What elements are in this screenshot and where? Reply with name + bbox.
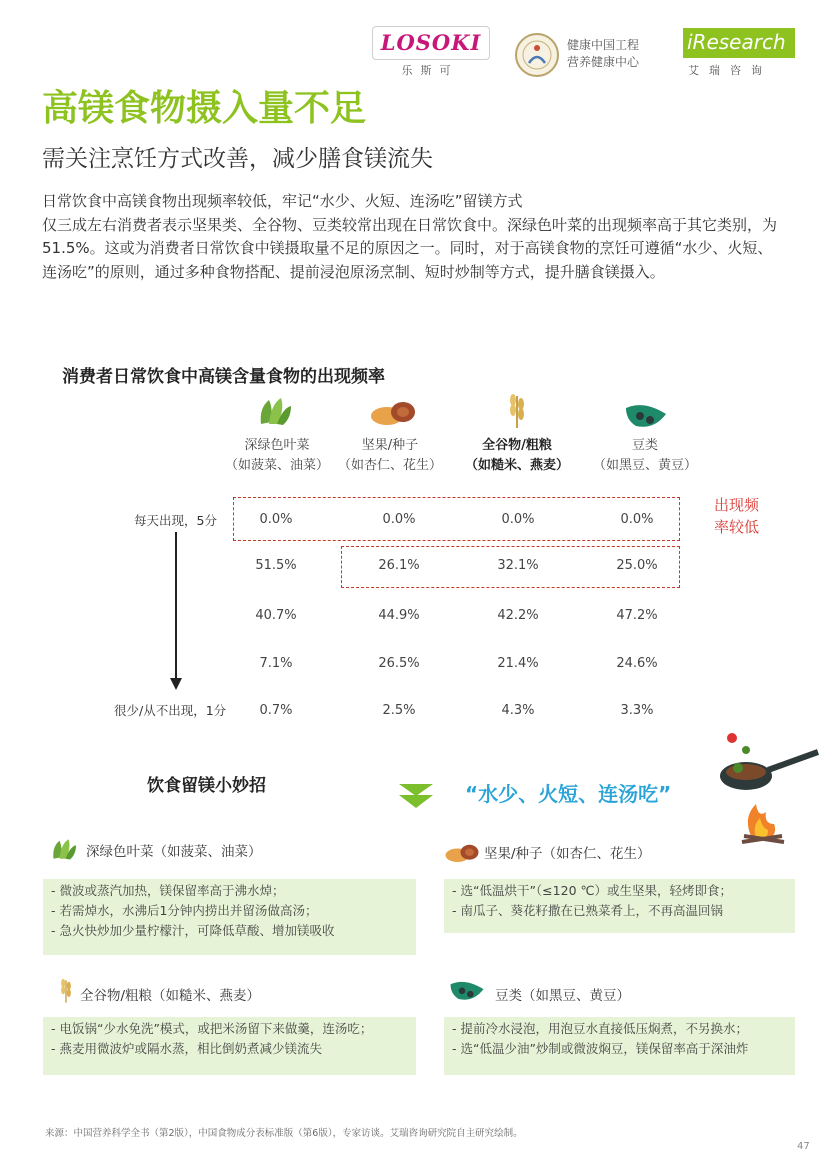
iresearch-logo-text: iResearch — [687, 30, 786, 54]
low-frequency-note — [714, 494, 759, 538]
column-example: （如杏仁、花生） — [337, 458, 442, 473]
tips-title: 饮食留镁小妙招 — [147, 776, 266, 796]
green-down-arrow-icon — [397, 782, 435, 810]
health-center-line1: 健康中国工程 — [567, 38, 640, 52]
iresearch-subtitle: 艾瑞咨询 — [688, 64, 772, 77]
iresearch-logo — [683, 28, 795, 58]
health-center-seal-icon — [515, 33, 559, 77]
nuts-icon — [444, 840, 480, 866]
table-cell: 44.9% — [378, 608, 420, 623]
tip-box-leafy-greens — [43, 879, 416, 955]
table-cell: 0.0% — [382, 512, 416, 527]
column-example: （如黑豆、黄豆） — [592, 458, 697, 473]
table-cell: 32.1% — [497, 558, 539, 573]
slogan: “水少、火短、连汤吃” — [465, 782, 672, 806]
column-name: 豆类 — [631, 438, 658, 453]
health-center-name — [567, 37, 639, 71]
grain-icon — [52, 970, 80, 1006]
table-cell: 51.5% — [255, 558, 297, 573]
low-frequency-note-line1: 出现频 — [714, 496, 760, 514]
chart-title: 消费者日常饮食中高镁含量食物的出现频率 — [62, 367, 385, 387]
frequency-down-arrow-icon — [168, 532, 184, 692]
table-cell: 0.0% — [620, 512, 654, 527]
table-cell: 25.0% — [616, 558, 658, 573]
tip-line: - 南瓜子、葵花籽撒在已熟菜肴上，不再高温回锅 — [452, 903, 723, 918]
losoki-logo — [372, 26, 490, 60]
table-cell: 26.1% — [378, 558, 420, 573]
tip-title-beans: 豆类（如黑豆、黄豆） — [495, 988, 630, 1004]
column-name: 坚果/种子 — [361, 438, 419, 453]
grain-icon — [497, 386, 537, 420]
tip-line: - 电饭锅“少水免洗”模式，或把米汤留下来做羹，连汤吃； — [51, 1021, 373, 1036]
nuts-icon — [369, 396, 409, 430]
cooking-pan-icon — [712, 728, 820, 848]
row-label-daily: 每天出现，5分 — [134, 513, 217, 528]
intro-body: 仅三成左右消费者表示坚果类、全谷物、豆类较常出现在日常饮食中。深绿色叶菜的出现频率高于其它类别，为51.5%。这或为消费者日常饮食中镁摄取量不足的原因之一。同时，对于高镁食物的烹饪可遵循“水少、火短、连汤吃”的原则，通过多种食物搭配、提前浸泡原汤烹制、短时炒制等方式，提升膳食镁摄入。 — [42, 215, 778, 281]
intro-paragraph — [42, 190, 787, 284]
table-cell: 47.2% — [616, 608, 658, 623]
tip-title-nuts: 坚果/种子（如杏仁、花生） — [484, 846, 651, 862]
row-label-rarely: 很少/从不出现，1分 — [114, 703, 227, 718]
tip-line: - 若需焯水，水沸后1分钟内捞出并留汤做高汤； — [51, 903, 318, 918]
table-cell: 3.3% — [620, 703, 654, 718]
table-cell: 4.3% — [501, 703, 535, 718]
page-subtitle: 需关注烹饪方式改善，减少膳食镁流失 — [42, 146, 433, 172]
tip-box-beans — [444, 1017, 795, 1075]
table-cell: 42.2% — [497, 608, 539, 623]
tip-box-nuts — [444, 879, 795, 933]
column-name: 深绿色叶菜 — [244, 438, 310, 453]
tip-box-whole-grains — [43, 1017, 416, 1075]
tip-line: - 选“低温少油”炒制或微波焖豆，镁保留率高于深油炸 — [452, 1041, 749, 1056]
column-beans — [570, 436, 720, 476]
tip-line: - 选“低温烘干”（≤120 ℃）或生坚果，轻烤即食； — [452, 883, 733, 898]
beans-icon — [624, 398, 664, 432]
table-cell: 0.0% — [501, 512, 535, 527]
table-cell: 0.7% — [259, 703, 293, 718]
table-cell: 7.1% — [259, 656, 293, 671]
page-title: 高镁食物摄入量不足 — [42, 88, 367, 129]
source-note: 来源：中国营养科学全书（第2版），中国食物成分表标准版（第6版），专家访谈。艾瑞咨询研究院自主研究绘制。 — [45, 1128, 523, 1139]
leafy-greens-icon — [255, 394, 295, 428]
beans-icon — [448, 976, 486, 1004]
tip-line: - 急火快炒加少量柠檬汁，可降低草酸、增加镁吸收 — [51, 923, 335, 938]
low-frequency-note-line2: 率较低 — [714, 518, 760, 536]
column-name: 全谷物/粗粮 — [482, 438, 552, 453]
page-number: 47 — [797, 1141, 810, 1152]
tip-title-whole-grains: 全谷物/粗粮（如糙米、燕麦） — [80, 988, 261, 1004]
health-center-line2: 营养健康中心 — [567, 55, 640, 69]
column-example: （如菠菜、油菜） — [224, 458, 329, 473]
table-cell: 40.7% — [255, 608, 297, 623]
column-example: （如糙米、燕麦） — [464, 458, 569, 473]
losoki-logo-text: LOSOKI — [380, 30, 482, 55]
tip-line: - 燕麦用微波炉或隔水蒸，相比倒奶煮减少镁流失 — [51, 1041, 322, 1056]
table-cell: 21.4% — [497, 656, 539, 671]
intro-lead-line: 日常饮食中高镁食物出现频率较低，牢记“水少、火短、连汤吃”留镁方式 — [42, 192, 523, 210]
leafy-greens-icon — [49, 834, 79, 864]
table-cell: 2.5% — [382, 703, 416, 718]
table-cell: 24.6% — [616, 656, 658, 671]
tip-title-leafy-greens: 深绿色叶菜（如菠菜、油菜） — [86, 844, 262, 860]
table-cell: 26.5% — [378, 656, 420, 671]
table-cell: 0.0% — [259, 512, 293, 527]
tip-line: - 提前冷水浸泡，用泡豆水直接低压焖煮，不另换水； — [452, 1021, 748, 1036]
losoki-subtitle: 乐斯可 — [401, 64, 459, 77]
tip-line: - 微波或蒸汽加热，镁保留率高于沸水焯； — [51, 883, 285, 898]
